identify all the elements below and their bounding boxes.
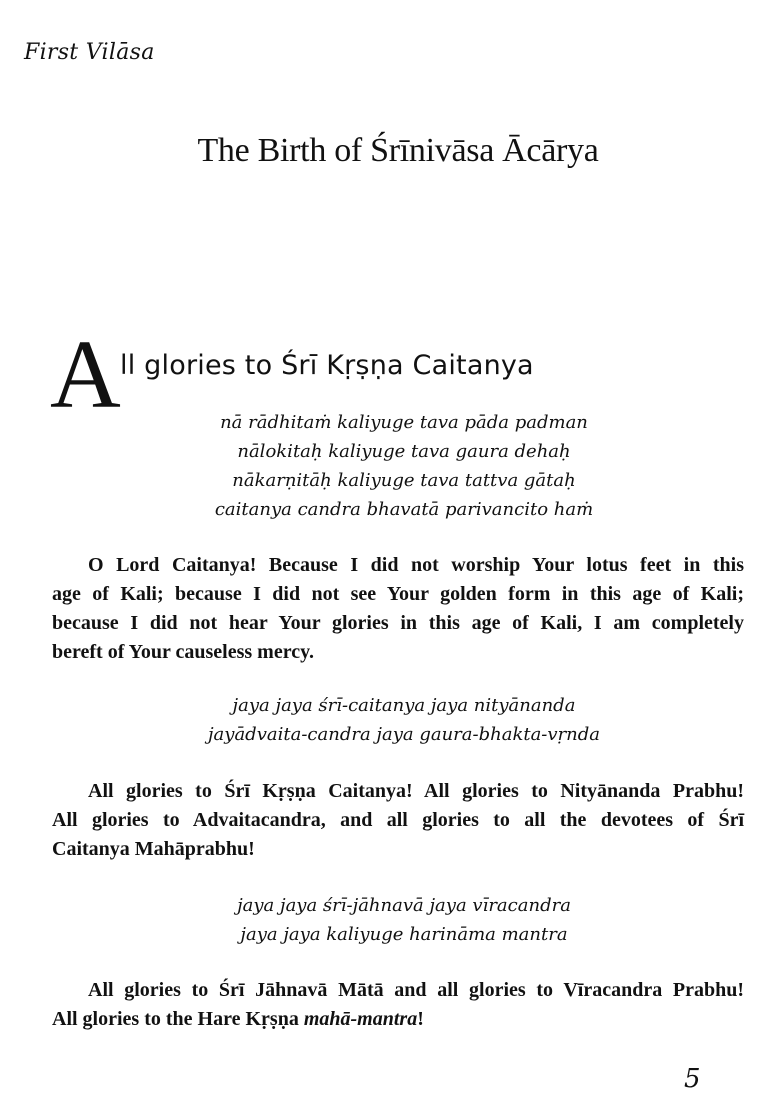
paragraph-line: because I did not hear Your glories in this age of Kali, I am completely: [52, 612, 744, 634]
paragraph-3: [52, 976, 744, 1034]
emphasis-text: mahā-mantra: [303, 1008, 418, 1030]
opening-line: ll glories to Śrī Kṛṣṇa Caitanya: [120, 350, 534, 381]
page-number: 5: [684, 1064, 701, 1094]
chapter-title: The Birth of Śrīnivāsa Ācārya: [197, 132, 599, 169]
paragraph-line: All glories to Advaitacandra, and all glories to all the devotees of Śrī: [52, 809, 744, 831]
verse-3: [0, 891, 780, 949]
verse-line: nā rādhitaṁ kaliyuge tava pāda padman: [220, 412, 588, 433]
paragraph-2: [52, 777, 744, 864]
verse-line: jaya jaya śrī-caitanya jaya nityānanda: [232, 695, 576, 716]
verse-1: [0, 408, 780, 524]
paragraph-line: bereft of Your causeless mercy.: [52, 641, 314, 663]
running-head: First Vilāsa: [24, 40, 155, 65]
paragraph-text: !: [417, 1008, 424, 1030]
paragraph-line: O Lord Caitanya! Because I did not worship Your lotus feet in this: [88, 554, 744, 576]
verse-line: nākarṇitāḥ kaliyuge tava tattva gātaḥ: [232, 470, 576, 491]
verse-line: caitanya candra bhavatā parivancito haṁ: [214, 499, 594, 520]
paragraph-line: age of Kali; because I did not see Your golden form in this age of Kali;: [52, 583, 744, 605]
drop-cap: A: [50, 321, 121, 429]
verse-2: [0, 691, 780, 749]
paragraph-line: All glories to Śrī Kṛṣṇa Caitanya! All glories to Nityānanda Prabhu!: [88, 780, 744, 802]
verse-line: jayādvaita-candra jaya gaura-bhakta-vṛnda: [207, 724, 601, 745]
paragraph-text: All glories to the Hare Kṛṣṇa: [52, 1008, 304, 1030]
verse-line: jaya jaya śrī-jāhnavā jaya vīracandra: [237, 895, 571, 916]
paragraph-line: All glories to Śrī Jāhnavā Mātā and all glories to Vīracandra Prabhu!: [88, 979, 744, 1001]
verse-line: nālokitaḥ kaliyuge tava gaura dehaḥ: [237, 441, 571, 462]
verse-line: jaya jaya kaliyuge harināma mantra: [240, 924, 568, 945]
paragraph-line: [52, 1005, 744, 1034]
paragraph-line: Caitanya Mahāprabhu!: [52, 838, 255, 860]
paragraph-1: [52, 551, 744, 667]
